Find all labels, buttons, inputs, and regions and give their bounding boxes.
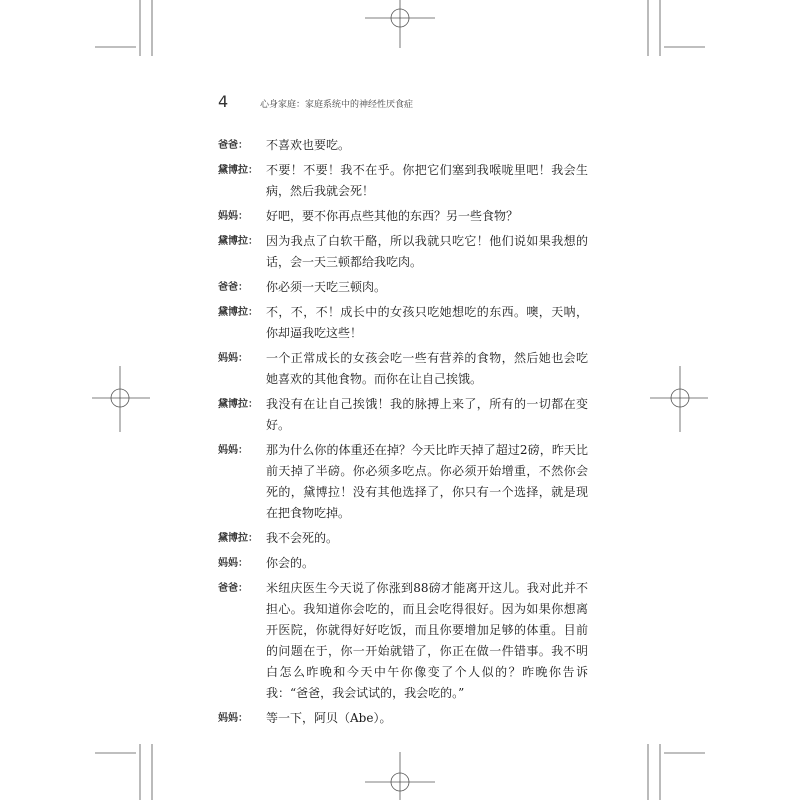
speech-text: 你会的。 <box>266 556 315 570</box>
dialogue-line <box>218 578 590 704</box>
speaker-label: 黛博拉： <box>218 533 258 544</box>
dialogue-line <box>218 231 590 273</box>
speaker-label: 黛博拉： <box>218 399 258 410</box>
dialogue-line <box>218 302 590 344</box>
speaker-label: 爸爸： <box>218 140 248 151</box>
speaker-label: 妈妈： <box>218 211 248 222</box>
speech-text: 等一下，阿贝（Abe）。 <box>266 711 392 725</box>
speaker-label: 妈妈： <box>218 445 248 456</box>
speech-text: 不，不，不！成长中的女孩只吃她想吃的东西。噢，天呐，你却逼我吃这些！ <box>266 305 588 340</box>
speech-text: 一个正常成长的女孩会吃一些有营养的食物，然后她也会吃她喜欢的其他食物。而你在让自己挨饿。 <box>266 351 588 386</box>
speech-text: 不要！不要！我不在乎。你把它们塞到我喉咙里吧！我会生病，然后我就会死！ <box>266 163 588 198</box>
speaker-label: 妈妈： <box>218 558 248 569</box>
page-number: 4 <box>218 92 229 111</box>
dialogue-line <box>218 528 590 549</box>
dialogue-line <box>218 708 590 729</box>
speech-text: 我没有在让自己挨饿！我的脉搏上来了，所有的一切都在变好。 <box>266 397 588 432</box>
speaker-label: 妈妈： <box>218 713 248 724</box>
dialogue-line <box>218 135 590 156</box>
dialogue-line <box>218 348 590 390</box>
speech-text: 那为什么你的体重还在掉？今天比昨天掉了超过2磅，昨天比前天掉了半磅。你必须多吃点。你必须开始增重，不然你会死的，黛博拉！没有其他选择了，你只有一个选择，就是现在把食物吃掉。 <box>266 443 588 520</box>
speech-text: 你必须一天吃三顿肉。 <box>266 280 387 294</box>
dialogue-line <box>218 206 590 227</box>
speech-text: 好吧，要不你再点些其他的东西？另一些食物？ <box>266 209 519 223</box>
running-title: 心身家庭：家庭系统中的神经性厌食症 <box>260 100 414 110</box>
speaker-label: 黛博拉： <box>218 236 258 247</box>
speaker-label: 黛博拉： <box>218 165 258 176</box>
speech-text: 米纽庆医生今天说了你涨到88磅才能离开这儿。我对此并不担心。我知道你会吃的，而且会吃得很好。因为如果你想离开医院，你就得好好吃饭，而且你要增加足够的体重。目前的问题在于，你一开始就错了，你正在做一件错事。我不明白怎么昨晚和今天中午你像变了个人似的？昨晚你告诉我：“爸爸，我会试试的，我会吃的。” <box>266 581 588 700</box>
dialogue-line <box>218 394 590 436</box>
speech-text: 因为我点了白软干酪，所以我就只吃它！他们说如果我想的话，会一天三顿都给我吃肉。 <box>266 234 588 269</box>
speaker-label: 妈妈： <box>218 353 248 364</box>
dialogue-line <box>218 277 590 298</box>
speaker-label: 爸爸： <box>218 583 248 594</box>
dialogue-line <box>218 160 590 202</box>
speech-text: 不喜欢也要吃。 <box>266 138 351 152</box>
dialogue-body <box>218 135 590 733</box>
dialogue-line <box>218 440 590 524</box>
speaker-label: 爸爸： <box>218 282 248 293</box>
speech-text: 我不会死的。 <box>266 531 339 545</box>
dialogue-line <box>218 553 590 574</box>
speaker-label: 黛博拉： <box>218 307 258 318</box>
